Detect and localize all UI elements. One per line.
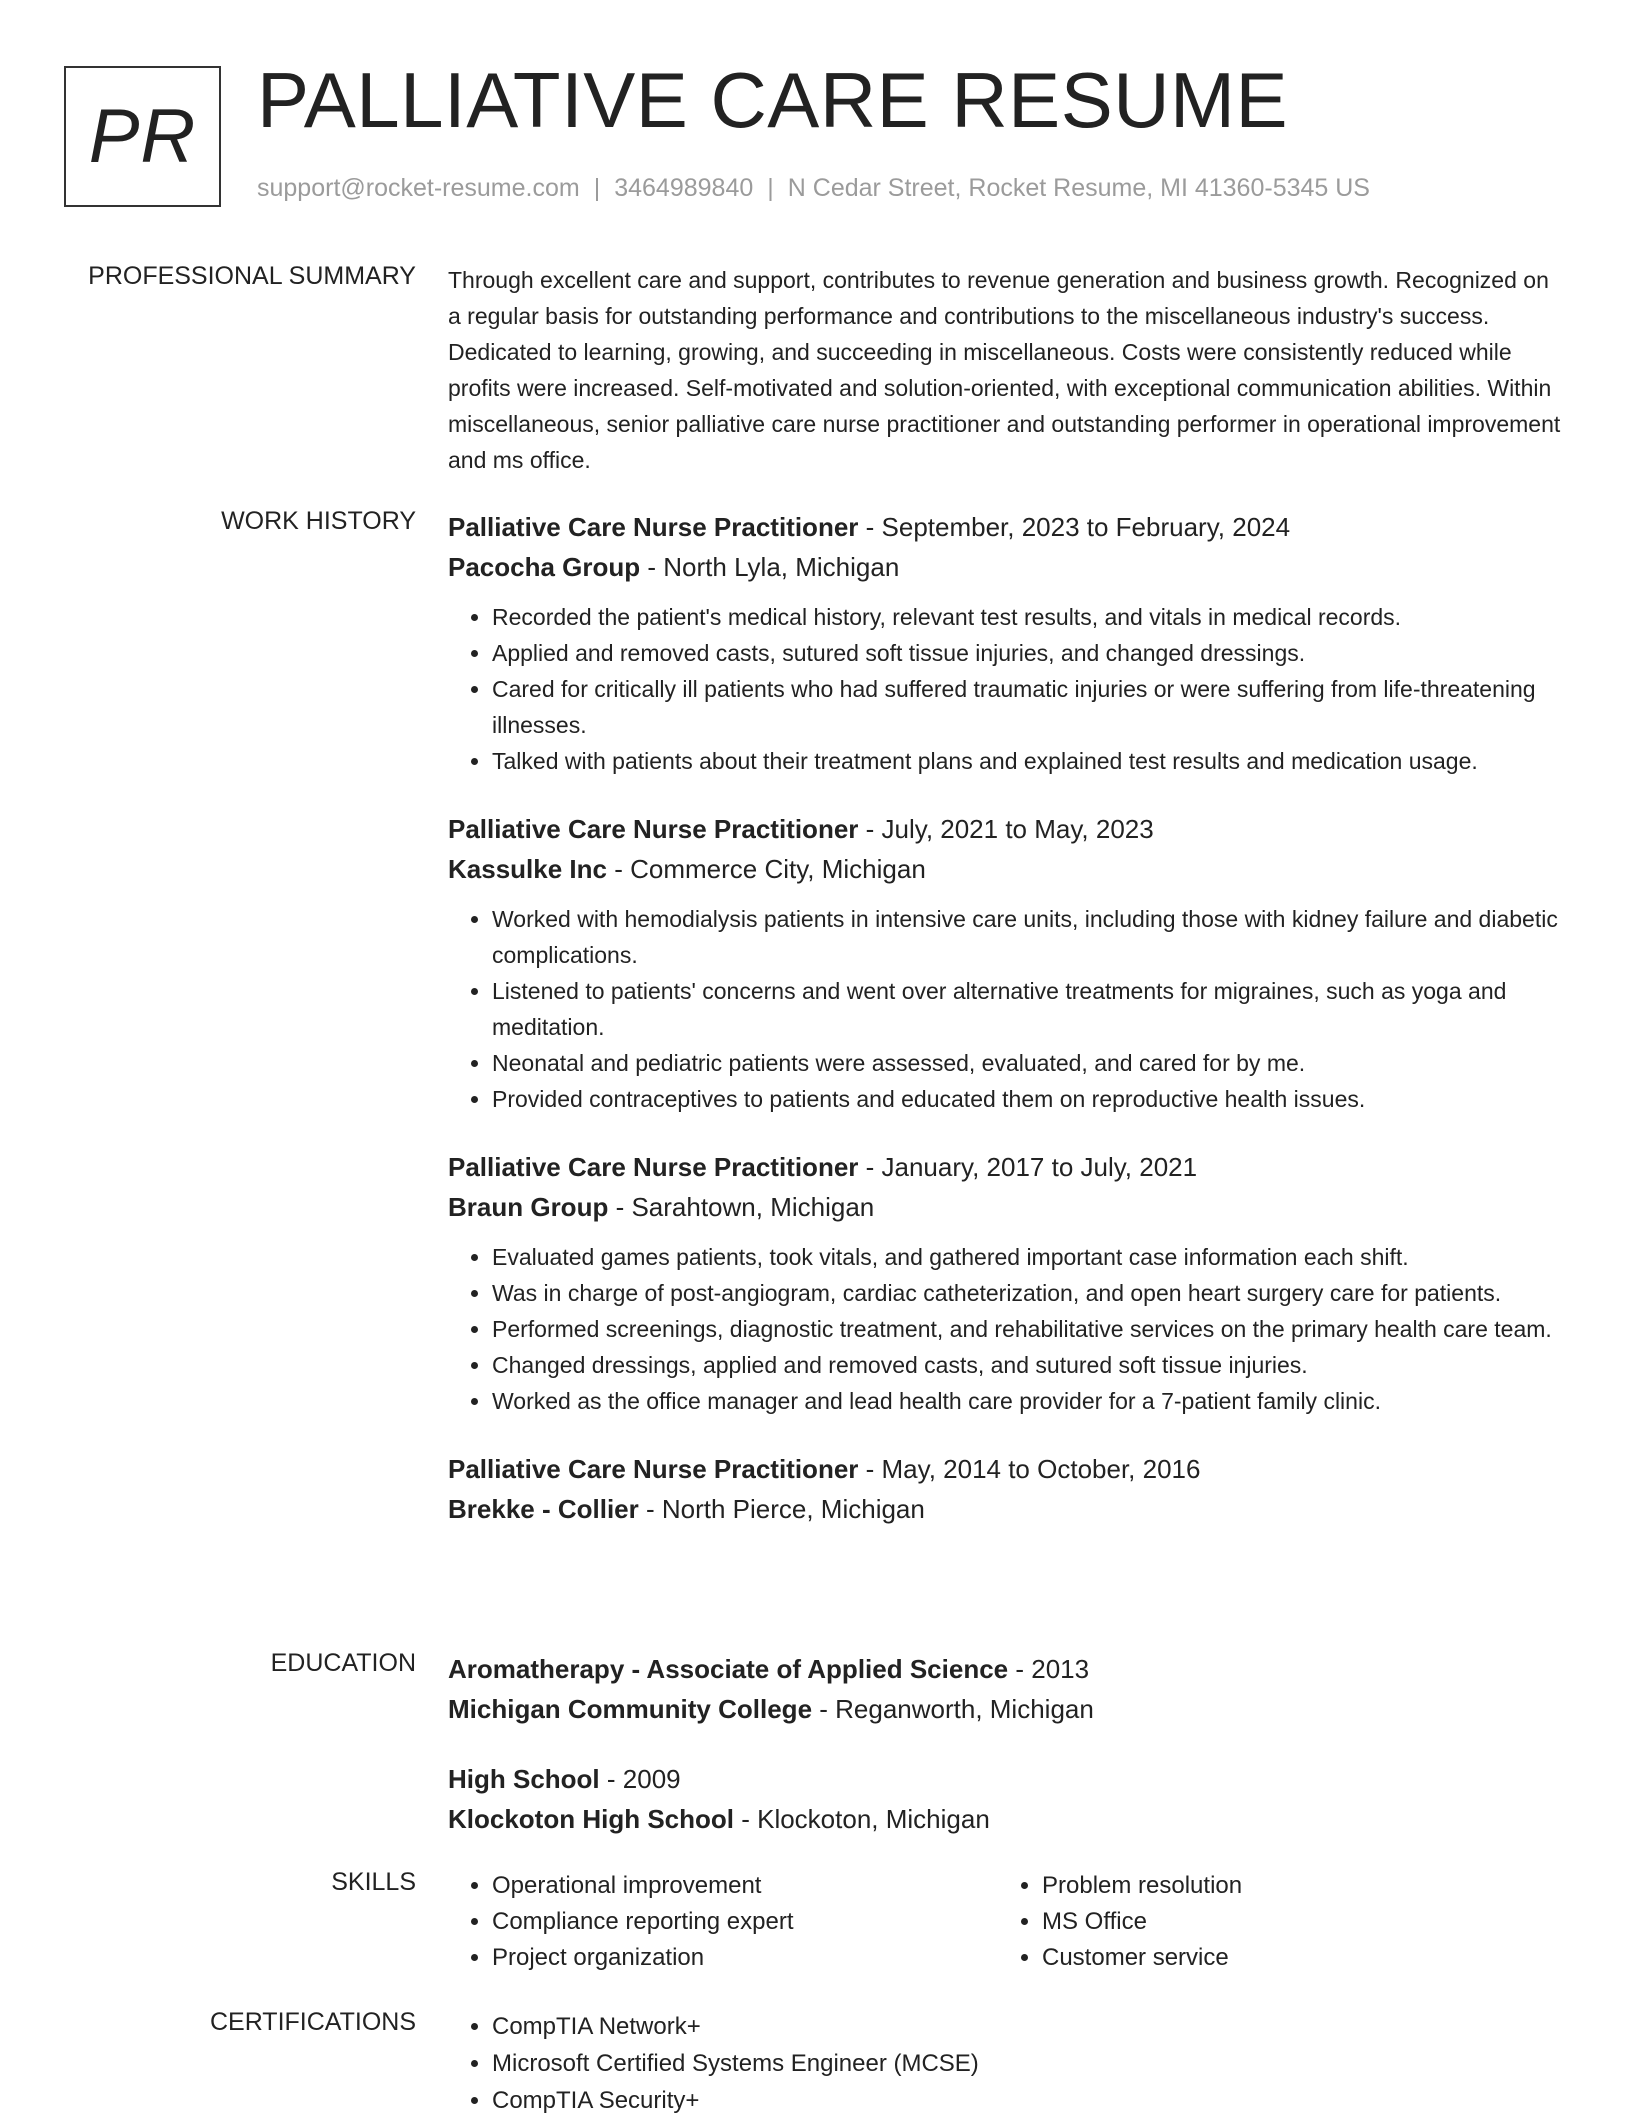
job-entry	[448, 507, 1568, 779]
job-role: Palliative Care Nurse Practitioner	[448, 512, 859, 542]
job-location: - North Pierce, Michigan	[638, 1494, 925, 1524]
job-bullets	[448, 901, 1568, 1117]
certification-item: • CompTIA Security+	[492, 2082, 1568, 2119]
contact-separator: |	[767, 174, 774, 202]
degree: Aromatherapy - Associate of Applied Science	[448, 1654, 1009, 1684]
skills-list-left	[448, 1868, 998, 1976]
job-bullet: • Provided contraceptives to patients and educated them on reproductive health issues.	[492, 1081, 1568, 1117]
job-bullets	[448, 1239, 1568, 1419]
job-entry	[448, 1449, 1568, 1529]
school-location: - Reganworth, Michigan	[812, 1694, 1094, 1724]
job-company: Kassulke Inc	[448, 854, 607, 884]
skill-item: • Customer service	[1042, 1940, 1548, 1976]
job-role: Palliative Care Nurse Practitioner	[448, 1152, 859, 1182]
education-list	[448, 1649, 1568, 1869]
section-title-skills: SKILLS	[331, 1868, 416, 1896]
job-location: - Sarahtown, Michigan	[608, 1192, 875, 1222]
job-bullet: • Worked with hemodialysis patients in intensive care units, including those with kidney failure and diabetic complications.	[492, 901, 1568, 973]
job-company-line	[448, 1489, 1568, 1529]
job-bullet: • Listened to patients' concerns and went over alternative treatments for migraines, such as yoga and meditation.	[492, 973, 1568, 1045]
school: Michigan Community College	[448, 1694, 813, 1724]
job-bullet: • Applied and removed casts, sutured soft tissue injuries, and changed dressings.	[492, 635, 1568, 671]
phone-number: 3464989840	[614, 174, 754, 202]
job-location: - North Lyla, Michigan	[640, 552, 900, 582]
skills-list-right	[998, 1868, 1548, 1976]
job-bullet: • Talked with patients about their treatment plans and explained test results and medication usage.	[492, 743, 1568, 779]
job-role: Palliative Care Nurse Practitioner	[448, 1454, 859, 1484]
degree-line	[448, 1649, 1568, 1689]
job-company: Brekke - Collier	[448, 1494, 639, 1524]
job-title-line	[448, 1147, 1568, 1187]
contact-line	[257, 174, 1370, 203]
certification-item: • CompTIA Network+	[492, 2008, 1568, 2045]
section-title-summary: PROFESSIONAL SUMMARY	[88, 262, 416, 290]
section-title-work-history: WORK HISTORY	[221, 507, 416, 535]
skill-item: • MS Office	[1042, 1904, 1548, 1940]
certifications-items	[448, 2008, 1568, 2119]
job-bullet: • Cared for critically ill patients who had suffered traumatic injuries or were suffering from life-threatening illnesses.	[492, 671, 1568, 743]
job-company-line	[448, 849, 1568, 889]
certification-item: • Microsoft Certified Systems Engineer (MCSE)	[492, 2045, 1568, 2082]
job-bullet: • Evaluated games patients, took vitals, and gathered important case information each shift.	[492, 1239, 1568, 1275]
education-entry	[448, 1759, 1568, 1839]
degree-year: - 2013	[1008, 1654, 1090, 1684]
skill-item: • Project organization	[492, 1940, 998, 1976]
job-bullet: • Performed screenings, diagnostic treatment, and rehabilitative services on the primary health care team.	[492, 1311, 1568, 1347]
initials-monogram: PR	[64, 66, 221, 207]
job-bullet: • Neonatal and pediatric patients were assessed, evaluated, and cared for by me.	[492, 1045, 1568, 1081]
resume-title: PALLIATIVE CARE RESUME	[257, 56, 1289, 144]
job-company: Braun Group	[448, 1192, 609, 1222]
school-line	[448, 1689, 1568, 1729]
job-bullet: • Recorded the patient's medical history, relevant test results, and vitals in medical records.	[492, 599, 1568, 635]
job-bullet: • Was in charge of post-angiogram, cardiac catheterization, and open heart surgery care for patients.	[492, 1275, 1568, 1311]
job-dates: - July, 2021 to May, 2023	[858, 814, 1154, 844]
job-bullet: • Changed dressings, applied and removed casts, and sutured soft tissue injuries.	[492, 1347, 1568, 1383]
skill-item: • Compliance reporting expert	[492, 1904, 998, 1940]
job-company-line	[448, 1187, 1568, 1227]
school: Klockoton High School	[448, 1804, 734, 1834]
job-bullet: • Worked as the office manager and lead health care provider for a 7-patient family clinic.	[492, 1383, 1568, 1419]
job-location: - Commerce City, Michigan	[606, 854, 926, 884]
job-bullets	[448, 599, 1568, 779]
job-role: Palliative Care Nurse Practitioner	[448, 814, 859, 844]
job-dates: - May, 2014 to October, 2016	[858, 1454, 1201, 1484]
certifications-list	[448, 2008, 1568, 2119]
job-entry	[448, 809, 1568, 1117]
degree-year: - 2009	[599, 1764, 681, 1794]
summary-text: Through excellent care and support, contributes to revenue generation and business growth. Recognized on a regular basis for outstanding performance and contributions to the miscellaneous industry's success. Dedicated to learning, growing, and succeeding in miscellaneous. Costs were consistently reduced while profits were increased. Self-motivated and solution-oriented, with exceptional communication abilities. Within miscellaneous, senior palliative care nurse practitioner and outstanding performer in operational improvement and ms office.	[448, 267, 1561, 473]
job-title-line	[448, 507, 1568, 547]
degree-line	[448, 1759, 1568, 1799]
job-dates: - September, 2023 to February, 2024	[858, 512, 1291, 542]
skill-item: • Operational improvement	[492, 1868, 998, 1904]
job-title-line	[448, 1449, 1568, 1489]
contact-separator: |	[593, 174, 601, 202]
skills-columns	[448, 1868, 1568, 1976]
job-company: Pacocha Group	[448, 552, 641, 582]
education-entry	[448, 1649, 1568, 1729]
address: N Cedar Street, Rocket Resume, MI 41360-5345 US	[787, 174, 1370, 202]
skill-item: • Problem resolution	[1042, 1868, 1548, 1904]
job-dates: - January, 2017 to July, 2021	[858, 1152, 1198, 1182]
job-company-line	[448, 547, 1568, 587]
job-entry	[448, 1147, 1568, 1419]
degree: High School	[448, 1764, 600, 1794]
job-title-line	[448, 809, 1568, 849]
school-line	[448, 1799, 1568, 1839]
email-link[interactable]: support@rocket-resume.com	[257, 174, 580, 202]
section-title-certifications: CERTIFICATIONS	[209, 2008, 416, 2036]
section-title-education: EDUCATION	[270, 1649, 416, 1677]
school-location: - Klockoton, Michigan	[734, 1804, 990, 1834]
work-history-list	[448, 507, 1568, 1559]
